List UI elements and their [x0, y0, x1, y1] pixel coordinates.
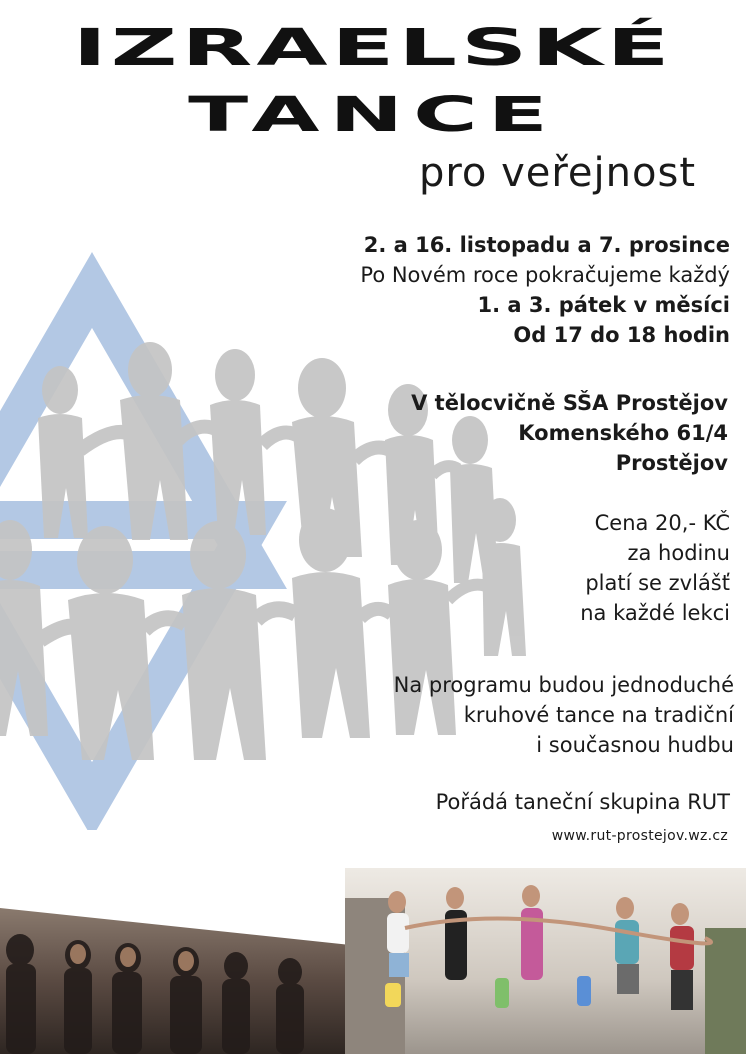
- price-each: na každé lekci: [580, 601, 730, 625]
- website-link[interactable]: www.rut-prostejov.wz.cz: [551, 828, 728, 844]
- organizer-text: Pořádá taneční skupina RUT: [435, 790, 730, 814]
- dancers-photo-left: [0, 880, 360, 1054]
- venue-city: Prostějov: [615, 451, 728, 475]
- price-amount: Cena 20,- KČ: [594, 511, 730, 535]
- schedule-hours: Od 17 do 18 hodin: [513, 323, 730, 347]
- poster-title-line-2: TANCE: [188, 86, 558, 143]
- venue-hall: V tělocvičně SŠA Prostějov: [411, 391, 728, 415]
- schedule-new-year: Po Novém roce pokračujeme každý: [360, 263, 730, 287]
- price-block: [580, 508, 730, 628]
- venue-block: [411, 388, 728, 478]
- poster-subtitle: pro veřejnost: [418, 150, 696, 196]
- schedule-block: [360, 230, 730, 350]
- program-line-2: kruhové tance na tradiční: [463, 703, 734, 727]
- program-block: [394, 670, 734, 760]
- program-line-1: Na programu budou jednoduché: [393, 673, 734, 697]
- dancers-photo-right: [345, 868, 746, 1054]
- price-per: za hodinu: [627, 541, 730, 565]
- schedule-dates: 2. a 16. listopadu a 7. prosince: [363, 233, 730, 257]
- price-pay: platí se zvlášť: [585, 571, 730, 595]
- program-line-3: i současnou hudbu: [536, 733, 734, 757]
- poster-title-line-1: IZRAELSKÉ: [72, 18, 674, 77]
- venue-street: Komenského 61/4: [518, 421, 728, 445]
- schedule-fridays: 1. a 3. pátek v měsíci: [477, 293, 730, 317]
